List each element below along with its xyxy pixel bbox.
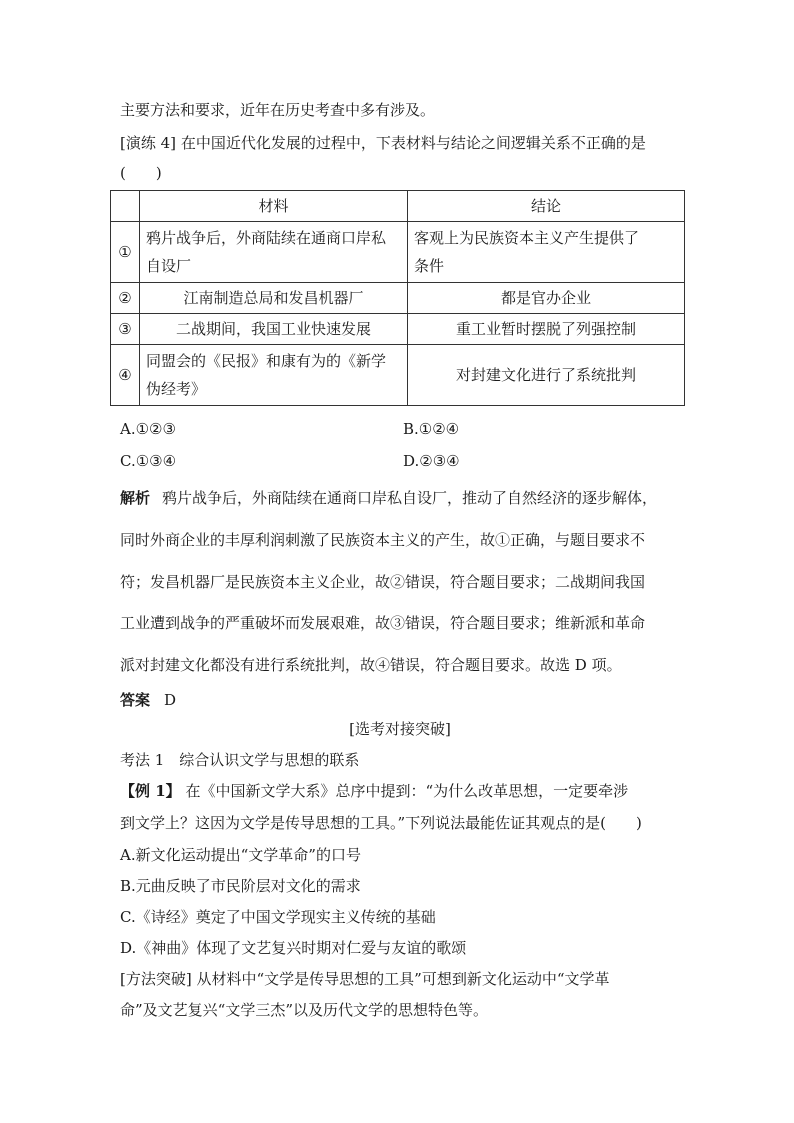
material-cell (140, 283, 408, 314)
answer-value: D (164, 691, 177, 709)
conclusion-cell (408, 314, 685, 345)
solution-line: 派对封建文化都没有进行系统批判，故④错误，符合题目要求。故选 D 项。 (120, 656, 622, 674)
answer-label: 答案 (120, 691, 151, 709)
material-cell (140, 345, 408, 406)
option-b: B.①②④ (403, 420, 460, 438)
practice-question-text: 在中国近代化发展的过程中，下表材料与结论之间逻辑关系不正确的是 (180, 134, 646, 152)
material-cell (140, 222, 408, 283)
conclusion-cell (408, 222, 685, 283)
table-header-cell (111, 191, 140, 222)
conclusion-line: 重工业暂时摆脱了列强控制 (455, 320, 636, 338)
table-row (111, 345, 685, 406)
conclusion-line: 条件 (414, 257, 445, 275)
intro-text: 主要方法和要求，近年在历史考查中多有涉及。 (120, 101, 436, 119)
example-label: 【例 1】 (120, 782, 181, 800)
conclusion-line: 客观上为民族资本主义产生提供了 (414, 229, 640, 247)
solution-text: 鸦片战争后，外商陆续在通商口岸私自设厂，推动了自然经济的逐步解体， (162, 489, 658, 507)
table-row (111, 283, 685, 314)
example-line: 在《中国新文学大系》总序中提到：“为什么改革思想，一定要牵涉 (185, 782, 629, 800)
example-option: B.元曲反映了市民阶层对文化的需求 (120, 877, 361, 895)
solution-line: 符；发昌机器厂是民族资本主义企业，故②错误，符合题目要求；二战期间我国 (120, 573, 646, 591)
solution-line (120, 487, 680, 509)
option-a: A.①②③ (120, 420, 176, 438)
material-cell (140, 314, 408, 345)
method-title: 考法 1 综合认识文学与思想的联系 (120, 751, 360, 769)
example-line: 到文学上？这因为文学是传导思想的工具。”下列说法最能佐证其观点的是( ) (120, 814, 642, 832)
table-row (111, 222, 685, 283)
option-d: D.②③④ (403, 452, 460, 470)
table-row (111, 314, 685, 345)
method-tip (120, 968, 680, 990)
material-table (110, 190, 685, 406)
solution-line: 工业遭到战争的严重破坏而发展艰难，故③错误，符合题目要求；维新派和革命 (120, 614, 646, 632)
conclusion-cell (408, 345, 685, 406)
material-line: 江南制造总局和发昌机器厂 (183, 289, 364, 307)
material-line: 二战期间，我国工业快速发展 (175, 320, 371, 338)
conclusion-line: 对封建文化进行了系统批判 (455, 366, 636, 384)
material-line: 鸦片战争后，外商陆续在通商口岸私 (146, 229, 387, 247)
practice-label: [演练 4] (120, 134, 177, 152)
conclusion-line: 都是官办企业 (500, 289, 591, 307)
solution-label: 解析 (120, 489, 151, 507)
material-line: 自设厂 (146, 257, 192, 275)
method-tip-line: 命”及文艺复兴“文学三杰”以及历代文学的思想特色等。 (120, 1001, 489, 1019)
answer-line (120, 689, 680, 711)
material-line: 伪经考》 (146, 380, 207, 398)
table-header-cell: 材料 (140, 191, 408, 222)
row-number: ① (111, 222, 140, 283)
conclusion-cell (408, 283, 685, 314)
row-number: ② (111, 283, 140, 314)
row-number: ④ (111, 345, 140, 406)
example-option: C.《诗经》奠定了中国文学现实主义传统的基础 (120, 908, 436, 926)
practice-blank: ( ) (120, 164, 162, 182)
example-option: D.《神曲》体现了文艺复兴时期对仁爱与友谊的歌颂 (120, 939, 467, 957)
example-question (120, 780, 680, 802)
example-option: A.新文化运动提出“文学革命”的口号 (120, 846, 361, 864)
practice-question (120, 132, 680, 154)
material-line: 同盟会的《民报》和康有为的《新学 (146, 352, 387, 370)
method-tip-label: [方法突破] (120, 970, 192, 988)
section-title: [选考对接突破] (349, 720, 451, 738)
table-header-row (111, 191, 685, 222)
method-tip-line: 从材料中“文学是传导思想的工具”可想到新文化运动中“文学革 (196, 970, 610, 988)
row-number: ③ (111, 314, 140, 345)
option-c: C.①③④ (120, 452, 177, 470)
table-header-cell: 结论 (408, 191, 685, 222)
solution-line: 同时外商企业的丰厚利润刺激了民族资本主义的产生，故①正确，与题目要求不 (120, 531, 646, 549)
